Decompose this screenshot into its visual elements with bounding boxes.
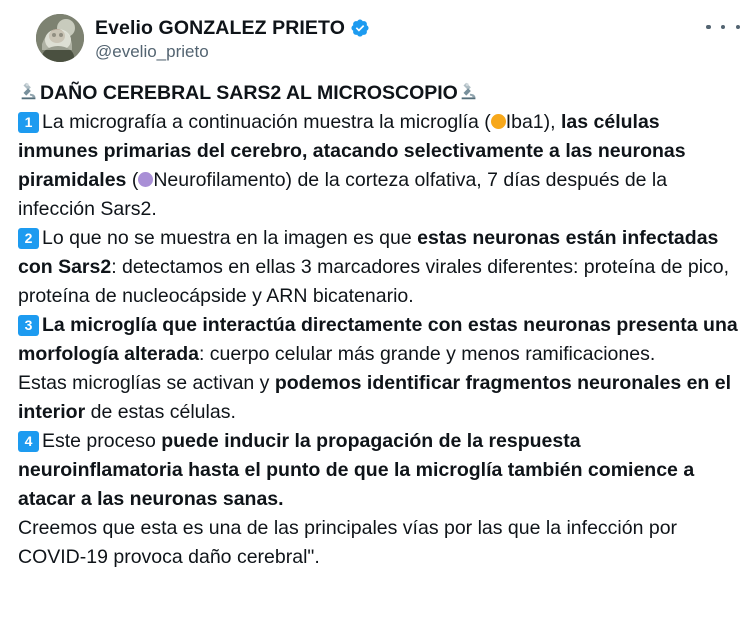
microscope-icon <box>18 80 40 102</box>
paragraph-4-seg-1: podemos identificar fragmentos neuronales en el interior <box>18 372 732 423</box>
display-name-row <box>95 16 370 40</box>
account-handle: @evelio_prieto <box>95 42 209 61</box>
paragraph-3-seg-0: La microglía que interactúa directamente con estas neuronas presenta una morfología alterada <box>18 314 738 365</box>
marker-dot-iba1-icon <box>491 114 506 129</box>
step-number-badge: 2 <box>18 228 39 249</box>
more-dot <box>721 25 726 30</box>
tweet-header <box>18 14 738 63</box>
tweet-paragraph-2 <box>18 224 738 311</box>
avatar-image <box>36 14 84 62</box>
marker-dot-neurofilament-icon <box>138 172 153 187</box>
paragraph-1-seg-1: Iba1), <box>505 111 561 133</box>
display-name: Evelio GONZALEZ PRIETO <box>95 17 345 39</box>
step-number-badge: 4 <box>18 431 39 452</box>
tweet-paragraph-6 <box>18 514 738 572</box>
avatar[interactable] <box>36 14 84 62</box>
tweet-title: DAÑO CEREBRAL SARS2 AL MICROSCOPIO <box>40 82 458 104</box>
paragraph-4-seg-0: Estas microglías se activan y <box>18 372 275 394</box>
tweet-title-line <box>18 79 738 108</box>
paragraph-2-seg-0: Lo que no se muestra en la imagen es que <box>42 227 418 249</box>
paragraph-5-seg-1: puede inducir la propagación de la respuesta neuroinflamatoria hasta el punto de que la microglía también comience a atacar a las neuronas sanas. <box>18 430 695 510</box>
paragraph-1-seg-4: Neurofilamento) de la corteza olfativa, 7 días después de la infección Sars2. <box>18 169 668 220</box>
paragraph-6-seg-0: Creemos que esta es una de las principales vías por las que la infección por COVID-19 provoca daño cerebral". <box>18 517 678 568</box>
step-number-badge: 1 <box>18 112 39 133</box>
paragraph-2-seg-2: : detectamos en ellas 3 marcadores virales diferentes: proteína de pico, proteína de nucleocápside y ARN bicatenario. <box>18 256 730 307</box>
more-options-button[interactable] <box>706 17 740 37</box>
step-number-badge: 3 <box>18 315 39 336</box>
more-dot <box>736 25 741 30</box>
microscope-icon <box>458 80 480 102</box>
paragraph-5-seg-0: Este proceso <box>42 430 162 452</box>
tweet-paragraph-3 <box>18 311 738 369</box>
paragraph-1-seg-0: La micrografía a continuación muestra la microglía ( <box>42 111 491 133</box>
account-names <box>95 14 370 63</box>
tweet-paragraph-4 <box>18 369 738 427</box>
tweet-paragraph-1 <box>18 108 738 224</box>
paragraph-2-seg-1: estas neuronas están infectadas con Sars2 <box>18 227 719 278</box>
paragraph-4-seg-2: de estas células. <box>85 401 236 423</box>
more-dot <box>706 25 711 30</box>
tweet-paragraph-5 <box>18 427 738 514</box>
paragraph-3-seg-1: : cuerpo celular más grande y menos ramificaciones. <box>198 343 656 365</box>
verified-badge-icon <box>350 18 370 38</box>
paragraph-1-seg-3: ( <box>131 169 139 191</box>
tweet-text <box>18 79 738 572</box>
paragraph-1-seg-2: las células inmunes primarias del cerebro, atacando selectivamente a las neuronas piramidales <box>18 111 686 191</box>
